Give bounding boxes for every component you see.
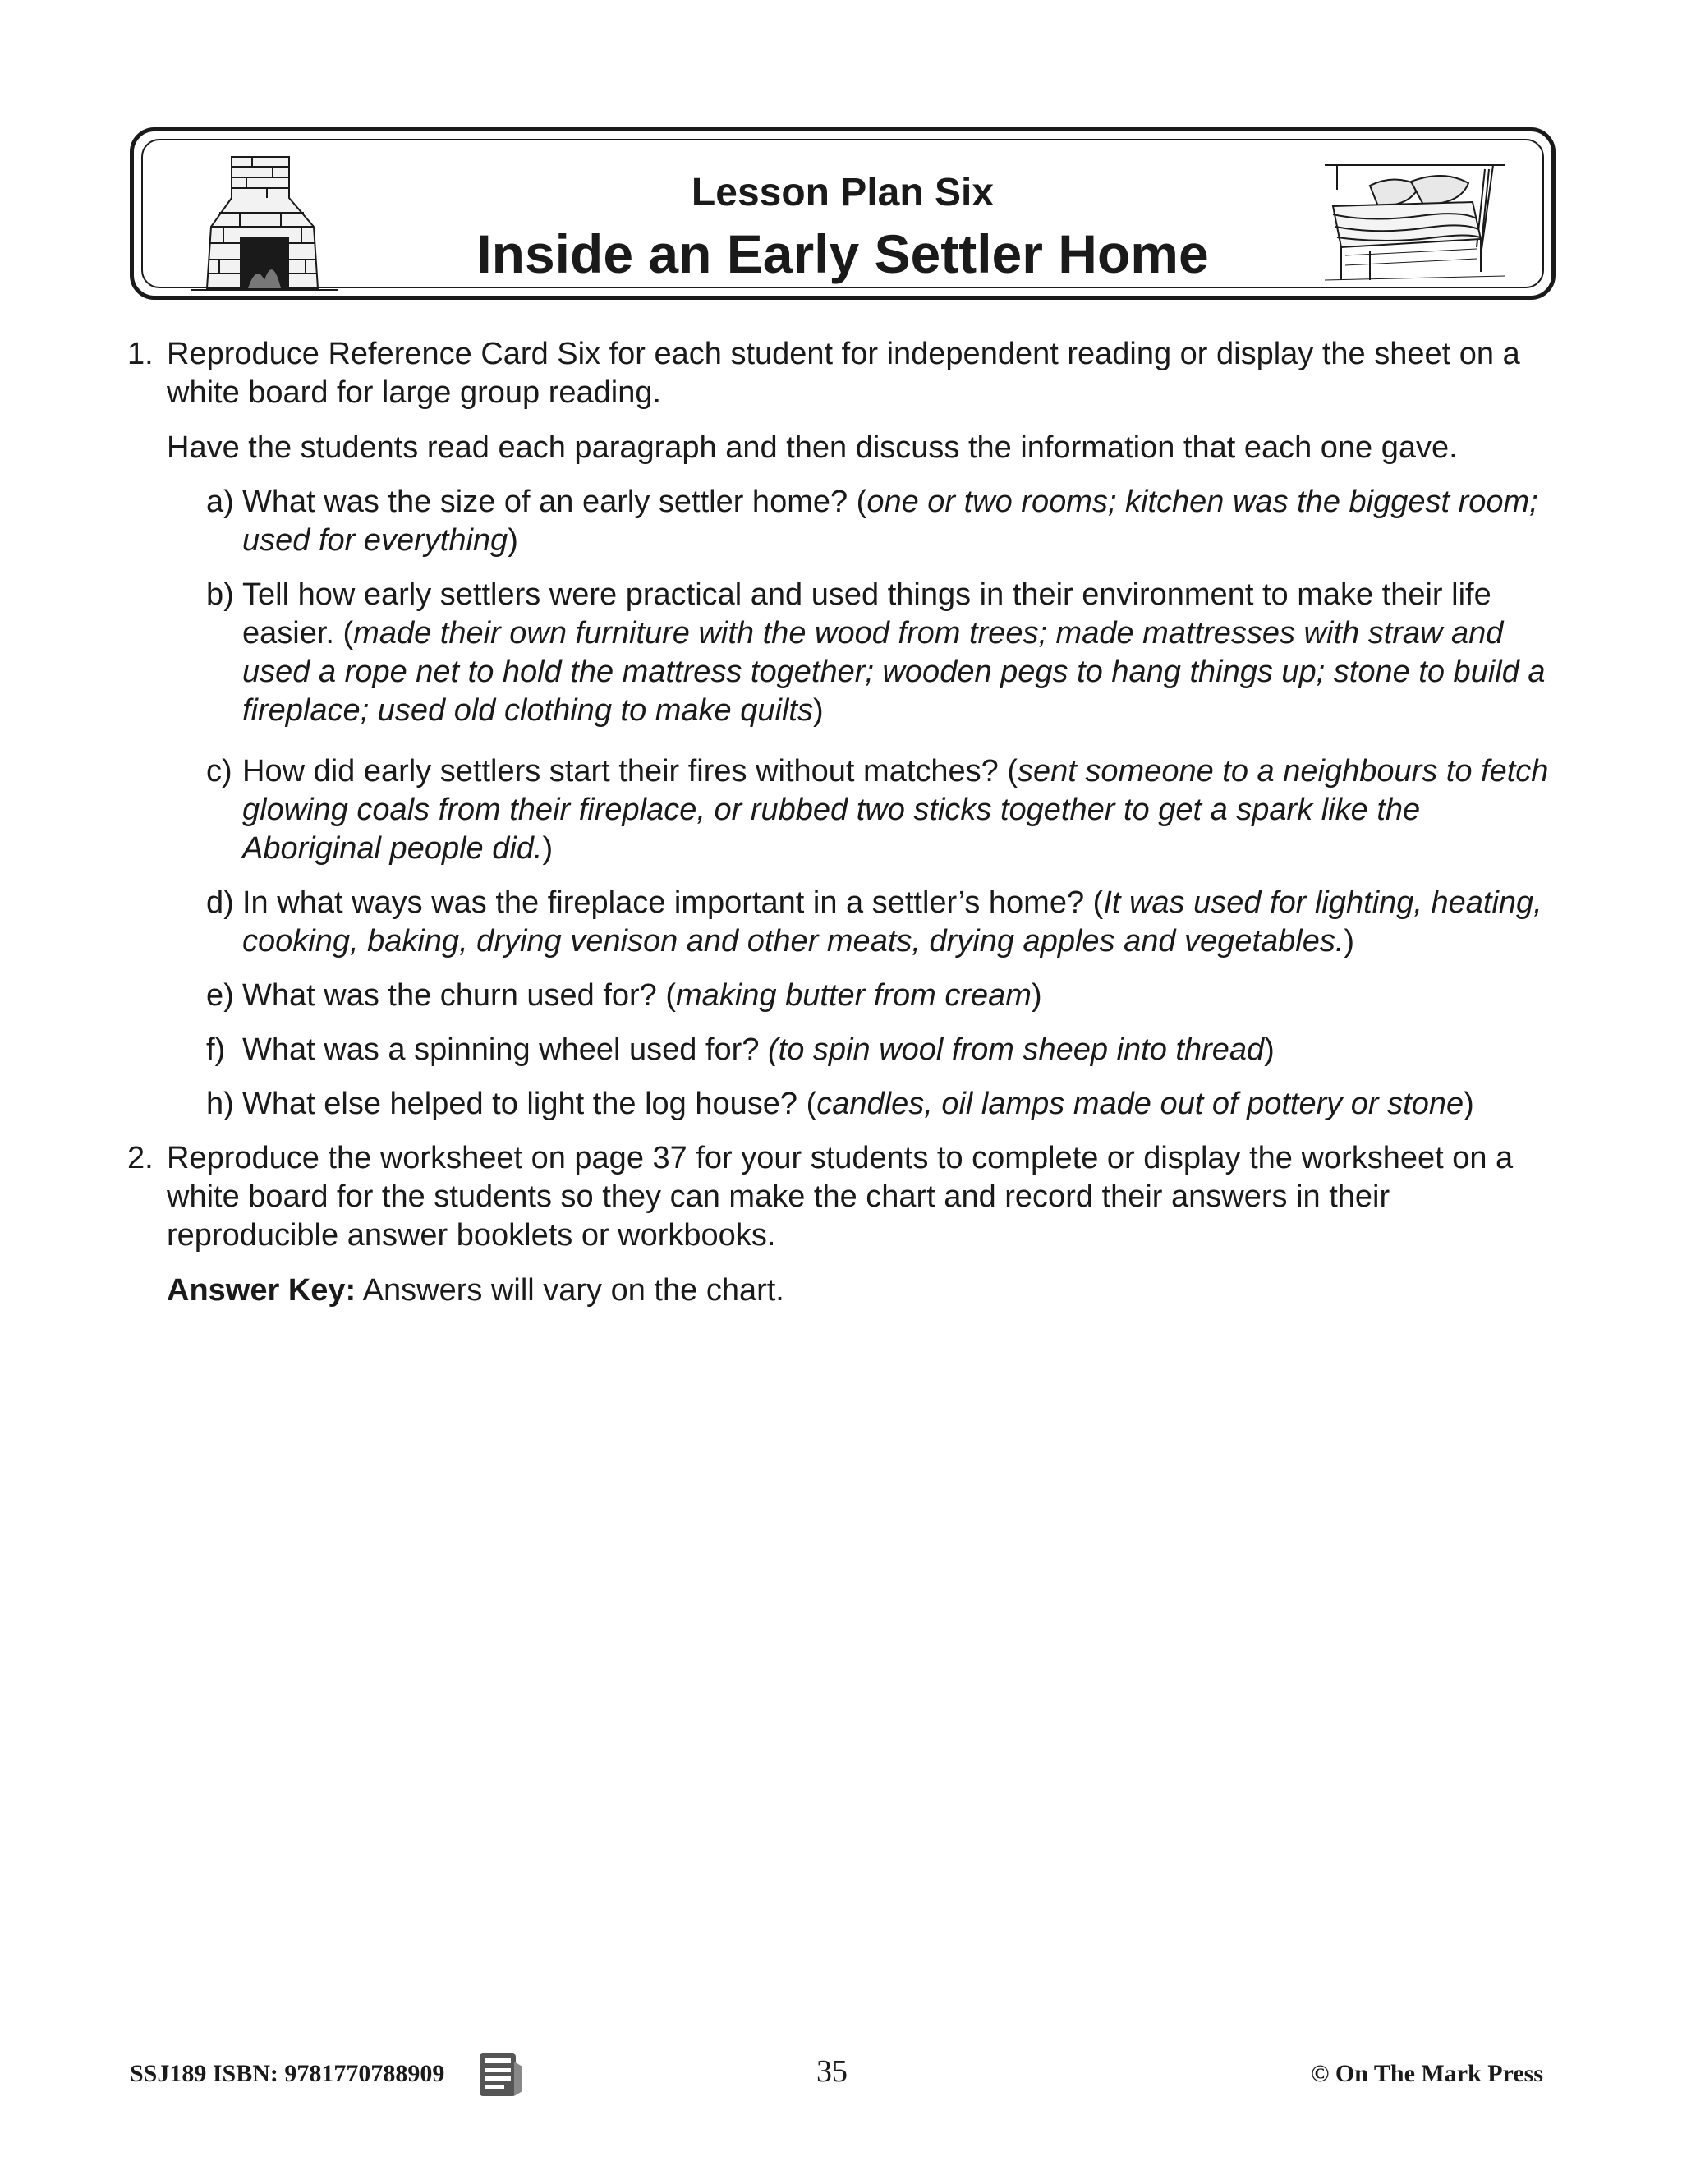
lesson-subtitle: Lesson Plan Six — [691, 171, 995, 214]
question-label: b) — [206, 577, 234, 612]
question-a — [167, 483, 1556, 560]
question-d — [167, 884, 1556, 961]
question-b — [167, 576, 1556, 730]
bed-illustration — [1321, 157, 1510, 288]
answer-key — [167, 1271, 1556, 1310]
question-answer: candles, oil lamps made out of pottery or stone — [816, 1087, 1464, 1121]
discussion-paragraph: Have the students read each paragraph and then discuss the information that each one gave. — [167, 430, 1458, 465]
question-close: ) — [1031, 978, 1042, 1013]
question-close: ) — [1264, 1032, 1275, 1067]
item-text: Reproduce Reference Card Six for each student for independent reading or display the sheet on a white board for large group reading. — [167, 337, 1520, 410]
question-text: What was the churn used for? ( — [242, 978, 677, 1013]
footer-copyright: © On The Mark Press — [1311, 2060, 1543, 2087]
question-text: What else helped to light the log house? ( — [242, 1087, 817, 1121]
question-answer: made their own furniture with the wood from trees; made mattresses with straw and used a rope net to hold the mattress together; wooden pegs to hang things up; stone to build a fireplace; used old clothing to make quilts — [242, 616, 1546, 728]
item-number: 1. — [127, 337, 154, 371]
instruction-item-2 — [127, 1139, 1556, 1310]
lesson-title: Inside an Early Settler Home — [476, 223, 1209, 284]
question-answer: (to spin wool from sheep into thread — [768, 1032, 1265, 1067]
question-label: f) — [206, 1032, 226, 1067]
question-c — [167, 752, 1556, 868]
question-text: In what ways was the fireplace important in a settler’s home? ( — [242, 885, 1104, 920]
answer-key-text: Answers will vary on the chart. — [356, 1273, 784, 1308]
question-answer: sent someone to a neighbours to fetch glowing coals from their fireplace, or rubbed two sticks together to get a spark like the Aboriginal people did. — [242, 754, 1549, 866]
answer-key-label: Answer Key: — [167, 1273, 356, 1308]
question-text: What was a spinning wheel used for? — [242, 1032, 769, 1067]
item-text: Reproduce the worksheet on page 37 for your students to complete or display the worksheet on a white board for the students so they can make the chart and record their answers in their reproducible answer booklets or workbooks. — [167, 1141, 1514, 1253]
item-number: 2. — [127, 1141, 154, 1175]
question-close: ) — [1344, 924, 1355, 959]
question-close: ) — [508, 523, 518, 558]
question-text: Tell how early settlers were practical and used things in their environment to make their life easier. ( — [242, 577, 1491, 651]
book-icon — [475, 2050, 524, 2099]
question-close: ) — [542, 831, 554, 866]
question-h — [167, 1085, 1556, 1124]
lesson-banner — [130, 127, 1556, 300]
question-answer: making butter from cream — [676, 978, 1032, 1013]
question-label: e) — [206, 978, 234, 1013]
question-answer: one or two rooms; kitchen was the biggest room; used for everything — [242, 485, 1538, 558]
question-f — [167, 1031, 1556, 1069]
question-label: c) — [206, 754, 232, 789]
question-label: h) — [206, 1087, 234, 1121]
question-label: a) — [206, 485, 234, 519]
question-e — [167, 977, 1556, 1015]
question-label: d) — [206, 885, 234, 920]
footer-isbn: SSJ189 ISBN: 9781770788909 — [130, 2060, 445, 2087]
lesson-content — [127, 335, 1556, 1310]
question-text: How did early settlers start their fires without matches? ( — [242, 754, 1018, 789]
banner-inner-border — [141, 139, 1544, 288]
page-number: 35 — [816, 2054, 848, 2089]
question-close: ) — [812, 693, 824, 728]
question-text: What was the size of an early settler home? ( — [242, 485, 867, 519]
question-answer: It was used for lighting, heating, cooking, baking, drying venison and other meats, drying apples and vegetables. — [242, 885, 1542, 959]
question-close: ) — [1464, 1087, 1474, 1121]
instruction-item-1 — [127, 335, 1556, 1124]
